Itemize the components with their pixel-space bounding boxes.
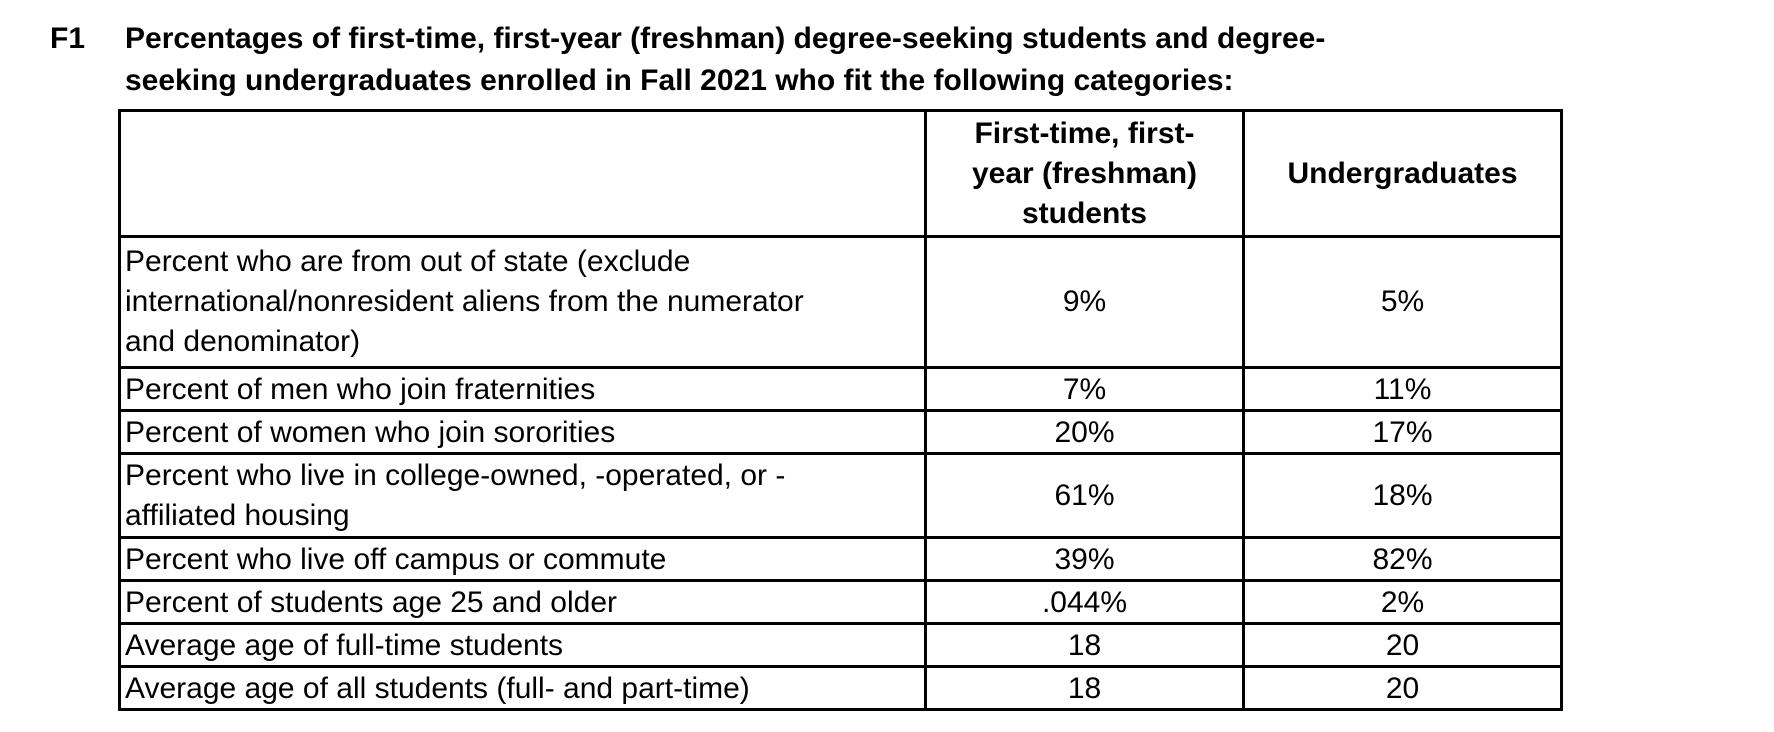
- row-label: Percent of men who join fraternities: [120, 368, 926, 411]
- first-year-value: 7%: [926, 368, 1244, 411]
- table-row: [120, 581, 1562, 624]
- section-title-line-1: Percentages of first-time, first-year (freshman) degree-seeking students and degree-: [125, 22, 1326, 55]
- header-first-year: [926, 111, 1244, 237]
- row-label: Percent of women who join sororities: [120, 411, 926, 454]
- row-label: [120, 454, 926, 538]
- first-year-value: 9%: [926, 237, 1244, 368]
- table-row: [120, 237, 1562, 368]
- table-row: [120, 454, 1562, 538]
- undergraduates-value: 2%: [1244, 581, 1562, 624]
- first-year-value: 61%: [926, 454, 1244, 538]
- undergraduates-value: 20: [1244, 667, 1562, 710]
- undergraduates-value: 11%: [1244, 368, 1562, 411]
- header-first-year-line-1: First-time, first-: [974, 116, 1195, 150]
- undergraduates-value: 18%: [1244, 454, 1562, 538]
- first-year-value: 18: [926, 624, 1244, 667]
- row-label: Percent of students age 25 and older: [120, 581, 926, 624]
- section-title: [125, 18, 1545, 102]
- header-first-year-line-3: students: [1021, 196, 1147, 230]
- first-year-value: 39%: [926, 538, 1244, 581]
- section-title-line-2: seeking undergraduates enrolled in Fall 2021 who fit the following categories:: [125, 64, 1234, 97]
- row-label: [120, 237, 926, 368]
- table-row: [120, 624, 1562, 667]
- header-label-cell: [120, 111, 926, 237]
- undergraduates-value: 17%: [1244, 411, 1562, 454]
- row-label: Average age of full-time students: [120, 624, 926, 667]
- row-label-line-1: Percent who are from out of state (exclude: [125, 245, 691, 278]
- table-header-row: [120, 111, 1562, 237]
- header-first-year-line-2: year (freshman): [971, 156, 1198, 190]
- row-label-line-3: and denominator): [125, 325, 361, 358]
- row-label-line-2: international/nonresident aliens from the numerator: [125, 285, 804, 318]
- undergraduates-value: 5%: [1244, 237, 1562, 368]
- table-row: [120, 411, 1562, 454]
- first-year-value: .044%: [926, 581, 1244, 624]
- student-categories-table: [118, 109, 1563, 711]
- table-row: [120, 667, 1562, 710]
- row-label-line-1: Percent who live in college-owned, -operated, or -: [125, 458, 786, 492]
- row-label-line-2: affiliated housing: [125, 498, 350, 532]
- table-row: [120, 368, 1562, 411]
- first-year-value: 20%: [926, 411, 1244, 454]
- table-row: [120, 538, 1562, 581]
- header-undergraduates: Undergraduates: [1244, 111, 1562, 237]
- section-id: F1: [50, 22, 86, 55]
- first-year-value: 18: [926, 667, 1244, 710]
- undergraduates-value: 82%: [1244, 538, 1562, 581]
- undergraduates-value: 20: [1244, 624, 1562, 667]
- row-label: Percent who live off campus or commute: [120, 538, 926, 581]
- row-label: Average age of all students (full- and part-time): [120, 667, 926, 710]
